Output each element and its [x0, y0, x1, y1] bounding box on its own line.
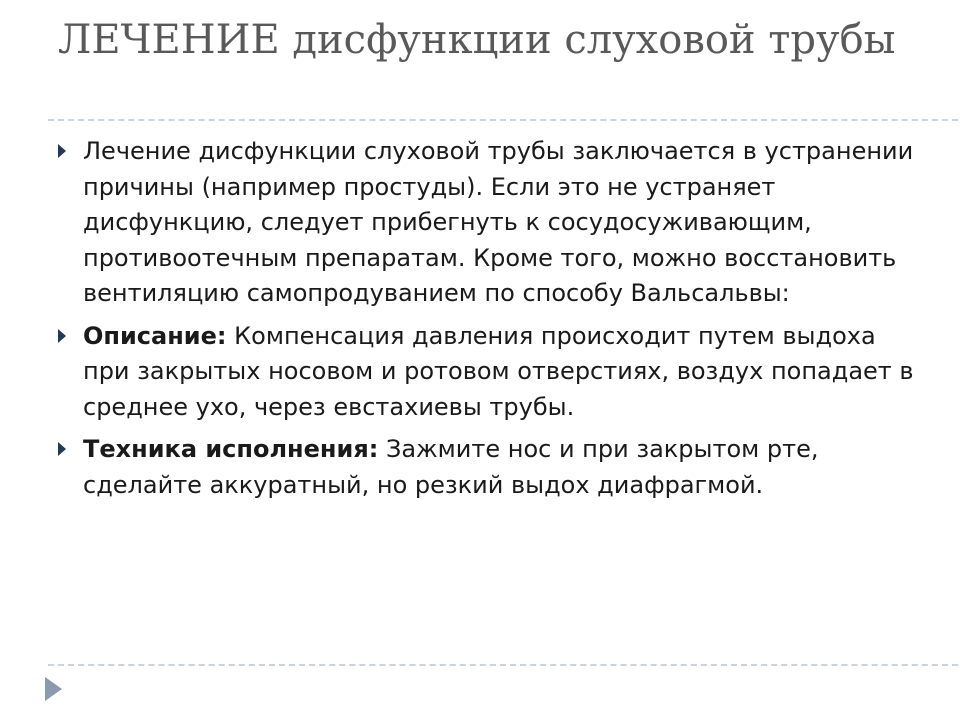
slide-title: ЛЕЧЕНИЕ дисфункции слуховой трубы — [58, 17, 896, 63]
title-divider — [48, 119, 960, 121]
triangle-bullet-icon — [58, 144, 66, 158]
triangle-bullet-icon — [58, 442, 66, 456]
bullet-text: Зажмите нос и при закрытом рте, сделайте аккуратный, но резкий выдох диафрагмой. — [83, 435, 819, 499]
bullet-text: Лечение дисфункции слуховой трубы заключается в устранении причины (например простуды). Если это не устраняет дисфункцию, следует прибегнуть к сосудосуживающим, противоотечным препаратам. Кроме того, можно восстановить вентиляцию самопродуванием по способу Вальсальвы: — [83, 137, 914, 307]
bullet-label: Описание: — [83, 321, 227, 350]
triangle-bullet-icon — [58, 329, 66, 343]
triangle-next-icon[interactable] — [45, 677, 62, 701]
bullet-text: Компенсация давления происходит путем выдоха при закрытых носовом и ротовом отверстиях, воздух попадает в среднее ухо, через евстахиевы трубы. — [83, 321, 914, 421]
footer-divider — [48, 664, 960, 666]
bullet-item-description — [58, 319, 918, 426]
bullet-item-technique — [58, 432, 918, 503]
bullet-list — [58, 134, 918, 510]
bullet-item-treatment — [58, 134, 918, 312]
bullet-label: Техника исполнения: — [83, 435, 379, 463]
